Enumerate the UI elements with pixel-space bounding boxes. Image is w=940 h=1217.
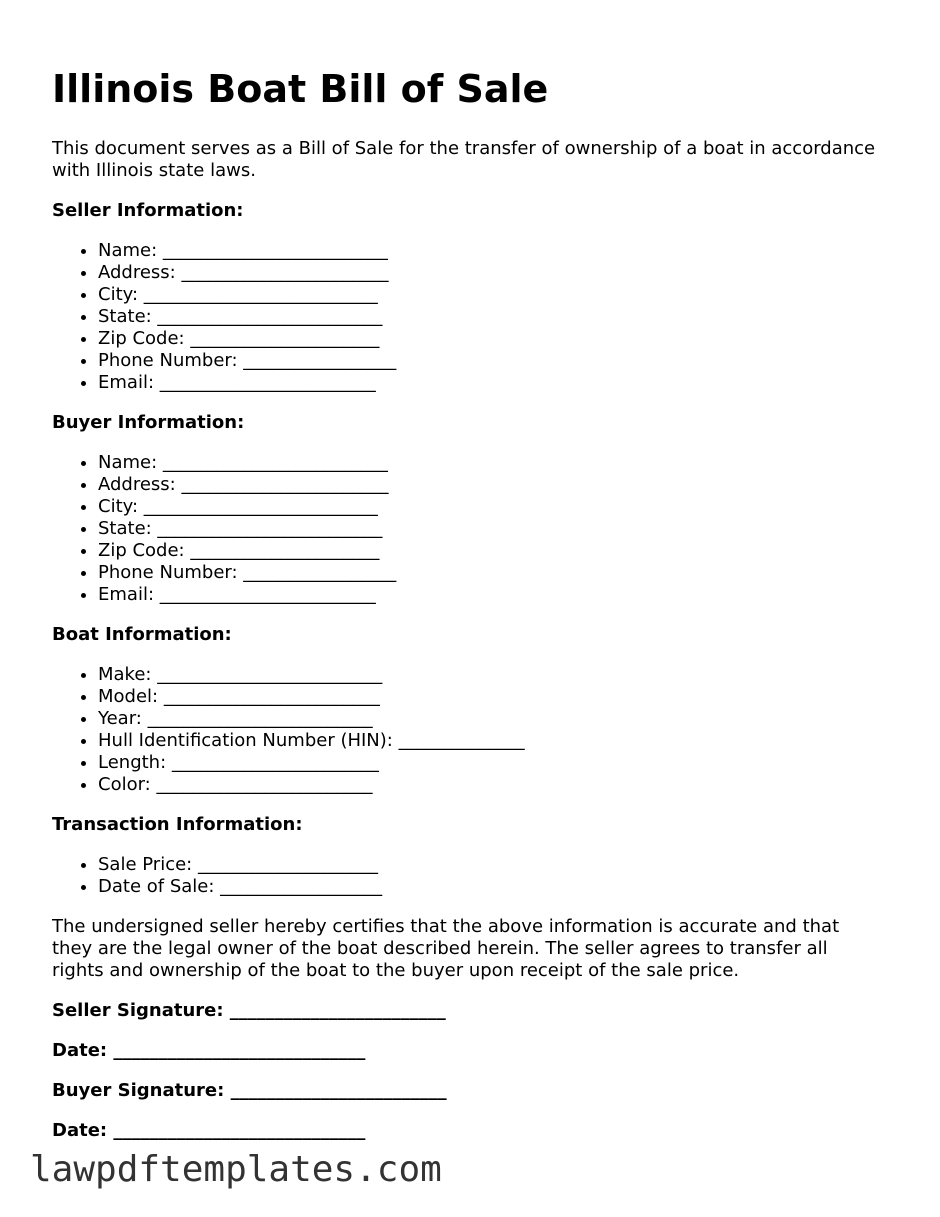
intro-paragraph: This document serves as a Bill of Sale for the transfer of ownership of a boat in accordance with Illinois state laws.	[52, 138, 876, 181]
buyer-signature-line: Buyer Signature: ________________________	[52, 1080, 447, 1101]
transaction-fields-list	[52, 854, 882, 898]
seller-heading: Seller Information:	[52, 200, 244, 221]
buyer-state-field: • State: _________________________	[98, 518, 882, 540]
boat-color-field: • Color: ________________________	[98, 774, 882, 796]
boat-model-field: • Model: ________________________	[98, 686, 882, 708]
boat-hin-field: • Hull Identification Number (HIN): ______________	[98, 730, 882, 752]
document-page	[52, 66, 882, 1160]
buyer-phone-field: • Phone Number: _________________	[98, 562, 882, 584]
boat-make-field: • Make: _________________________	[98, 664, 882, 686]
seller-zip-field: • Zip Code: _____________________	[98, 328, 882, 350]
sale-date-field: • Date of Sale: __________________	[98, 876, 882, 898]
document-title: Illinois Boat Bill of Sale	[52, 67, 549, 111]
certification-paragraph: The undersigned seller hereby certifies that the above information is accurate and that they are the legal owner of the boat described herein. The seller agrees to transfer all rights and ownership of the boat to the buyer upon receipt of the sale price.	[52, 916, 840, 981]
seller-fields-list	[52, 240, 882, 394]
transaction-heading: Transaction Information:	[52, 814, 303, 835]
boat-length-field: • Length: _______________________	[98, 752, 882, 774]
buyer-city-field: • City: __________________________	[98, 496, 882, 518]
buyer-fields-list	[52, 452, 882, 606]
seller-name-field: • Name: _________________________	[98, 240, 882, 262]
boat-year-field: • Year: _________________________	[98, 708, 882, 730]
boat-heading: Boat Information:	[52, 624, 232, 645]
seller-phone-field: • Phone Number: _________________	[98, 350, 882, 372]
seller-signature-line: Seller Signature: ________________________	[52, 1000, 446, 1021]
buyer-email-field: • Email: ________________________	[98, 584, 882, 606]
seller-city-field: • City: __________________________	[98, 284, 882, 306]
watermark-text: lawpdftemplates.com	[30, 1149, 442, 1190]
seller-email-field: • Email: ________________________	[98, 372, 882, 394]
buyer-address-field: • Address: _______________________	[98, 474, 882, 496]
seller-state-field: • State: _________________________	[98, 306, 882, 328]
seller-date-line: Date: ____________________________	[52, 1040, 366, 1061]
buyer-zip-field: • Zip Code: _____________________	[98, 540, 882, 562]
buyer-heading: Buyer Information:	[52, 412, 245, 433]
buyer-date-line: Date: ____________________________	[52, 1120, 366, 1141]
buyer-name-field: • Name: _________________________	[98, 452, 882, 474]
sale-price-field: • Sale Price: ____________________	[98, 854, 882, 876]
boat-fields-list	[52, 664, 882, 796]
seller-address-field: • Address: _______________________	[98, 262, 882, 284]
